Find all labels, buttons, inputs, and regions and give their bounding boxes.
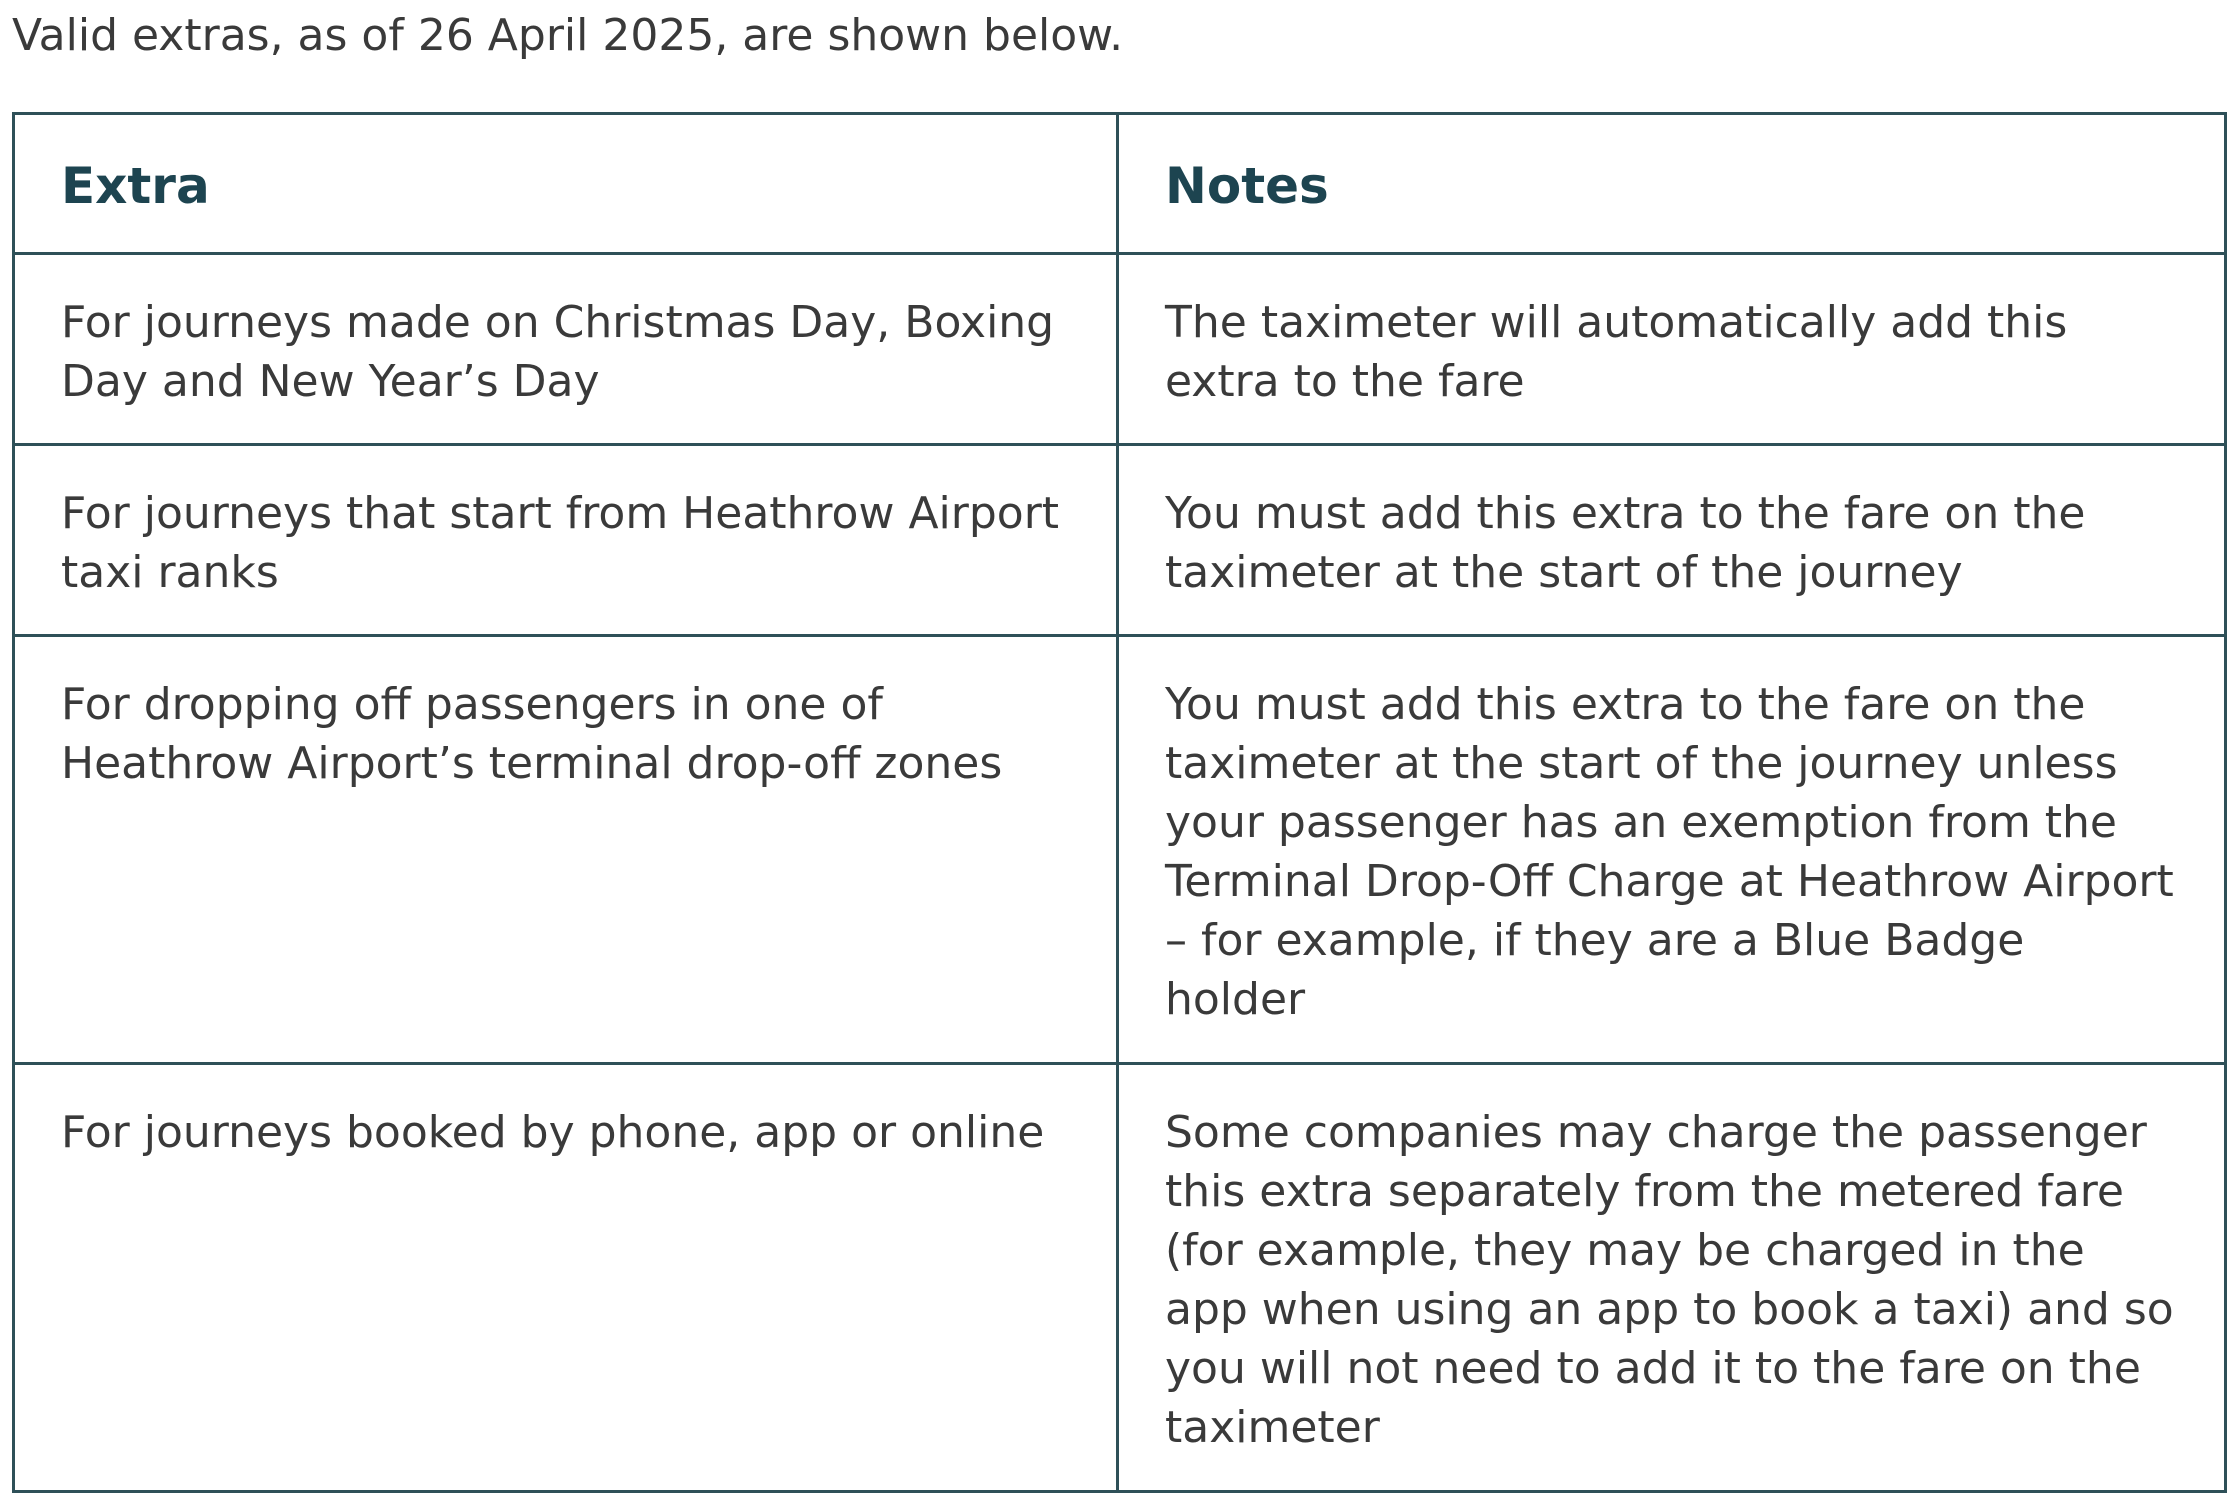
header-extra: Extra — [14, 114, 1118, 254]
extra-cell: For journeys that start from Heathrow Airport taxi ranks — [14, 445, 1118, 636]
table-header-row — [14, 114, 2226, 254]
notes-cell: You must add this extra to the fare on the taximeter at the start of the journey — [1118, 445, 2226, 636]
extras-table — [12, 112, 2227, 1493]
extra-cell: For journeys booked by phone, app or online — [14, 1064, 1118, 1492]
header-notes: Notes — [1118, 114, 2226, 254]
notes-cell: You must add this extra to the fare on the taximeter at the start of the journey unless your passenger has an exemption from the Terminal Drop-Off Charge at Heathrow Airport – for example, if they are a Blue Badge holder — [1118, 636, 2226, 1064]
notes-cell: Some companies may charge the passenger this extra separately from the metered fare (for example, they may be charged in the app when using an app to book a taxi) and so you will not need to add it to the fare on the taximeter — [1118, 1064, 2226, 1492]
table-row — [14, 1064, 2226, 1492]
table-row — [14, 445, 2226, 636]
extra-cell: For dropping off passengers in one of Heathrow Airport’s terminal drop-off zones — [14, 636, 1118, 1064]
notes-cell: The taximeter will automatically add this extra to the fare — [1118, 254, 2226, 445]
extra-cell: For journeys made on Christmas Day, Boxing Day and New Year’s Day — [14, 254, 1118, 445]
table-row — [14, 636, 2226, 1064]
intro-text: Valid extras, as of 26 April 2025, are shown below. — [12, 10, 1124, 61]
table-row — [14, 254, 2226, 445]
